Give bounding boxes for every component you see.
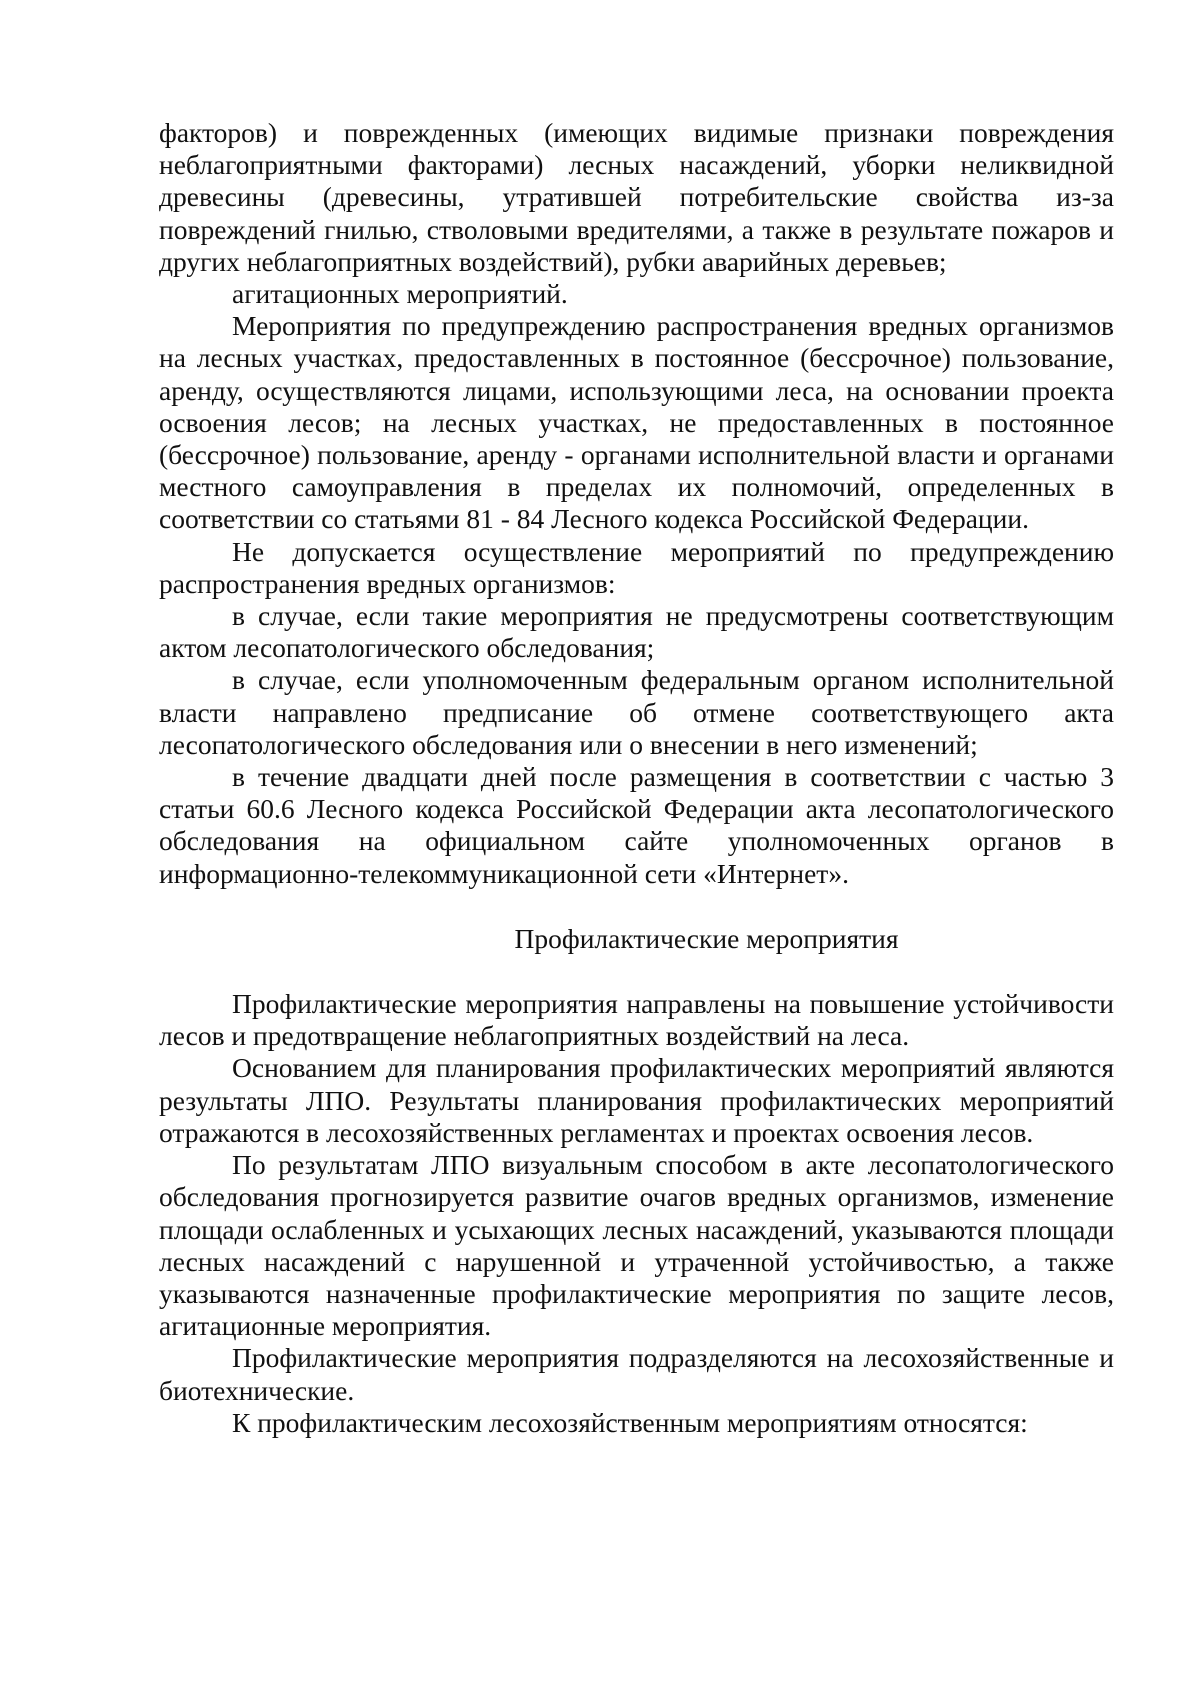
paragraph-measures-performers: Мероприятия по предупреждению распространения вредных организмов на лесных участках, предоставленных в постоянное (бессрочное) пользование, аренду, осуществляются лицами, использующими леса, на основании проекта освоения лесов; на лесных участках, не предоставленных в постоянное (бессрочное) пользование, аренду - органами исполнительной власти и органами местного самоуправления в пределах их полномочий, определенных в соответствии со статьями 81 - 84 Лесного кодекса Российской Федерации. xyxy=(159,310,1114,535)
paragraph-twenty-days: в течение двадцати дней после размещения в соответствии с частью 3 статьи 60.6 Лесного кодекса Российской Федерации акта лесопатологического обследования на официальном сайте уполномоченных органов в информационно-телекоммуникационной сети «Интернет». xyxy=(159,761,1114,889)
paragraph-preventive-aim: Профилактические мероприятия направлены на повышение устойчивости лесов и предотвращение неблагоприятных воздействий на леса. xyxy=(159,988,1114,1052)
section-heading: Профилактические мероприятия xyxy=(514,922,899,954)
document-page xyxy=(159,117,1114,1439)
paragraph-lpo-results: По результатам ЛПО визуальным способом в акте лесопатологического обследования прогнозируется развитие очагов вредных организмов, изменение площади ослабленных и усыхающих лесных насаждений, указываются площади лесных насаждений с нарушенной и утраченной устойчивостью, а также указываются назначенные профилактические мероприятия по защите лесов, агитационные мероприятия. xyxy=(159,1149,1114,1342)
paragraph-case-order: в случае, если уполномоченным федеральным органом исполнительной власти направлено предписание об отмене соответствующего акта лесопатологического обследования или о внесении в него изменений; xyxy=(159,664,1114,760)
paragraph-planning-basis: Основанием для планирования профилактических мероприятий являются результаты ЛПО. Результаты планирования профилактических мероприятий отражаются в лесохозяйственных регламентах и проектах освоения лесов. xyxy=(159,1052,1114,1148)
paragraph-case-not-provided: в случае, если такие мероприятия не предусмотрены соответствующим актом лесопатологического обследования; xyxy=(159,600,1114,664)
paragraph-continuation: факторов) и поврежденных (имеющих видимые признаки повреждения неблагоприятными факторами) лесных насаждений, уборки неликвидной древесины (древесины, утратившей потребительские свойства из-за повреждений гнилью, стволовыми вредителями, а также в результате пожаров и других неблагоприятных воздействий), рубки аварийных деревьев; xyxy=(159,117,1114,277)
paragraph-agitation: агитационных мероприятий. xyxy=(232,278,568,310)
paragraph-subdivision: Профилактические мероприятия подразделяются на лесохозяйственные и биотехнические. xyxy=(159,1342,1114,1406)
paragraph-forestry-measures: К профилактическим лесохозяйственным мероприятиям относятся: xyxy=(232,1406,1028,1438)
paragraph-not-allowed: Не допускается осуществление мероприятий по предупреждению распространения вредных организмов: xyxy=(159,535,1114,599)
